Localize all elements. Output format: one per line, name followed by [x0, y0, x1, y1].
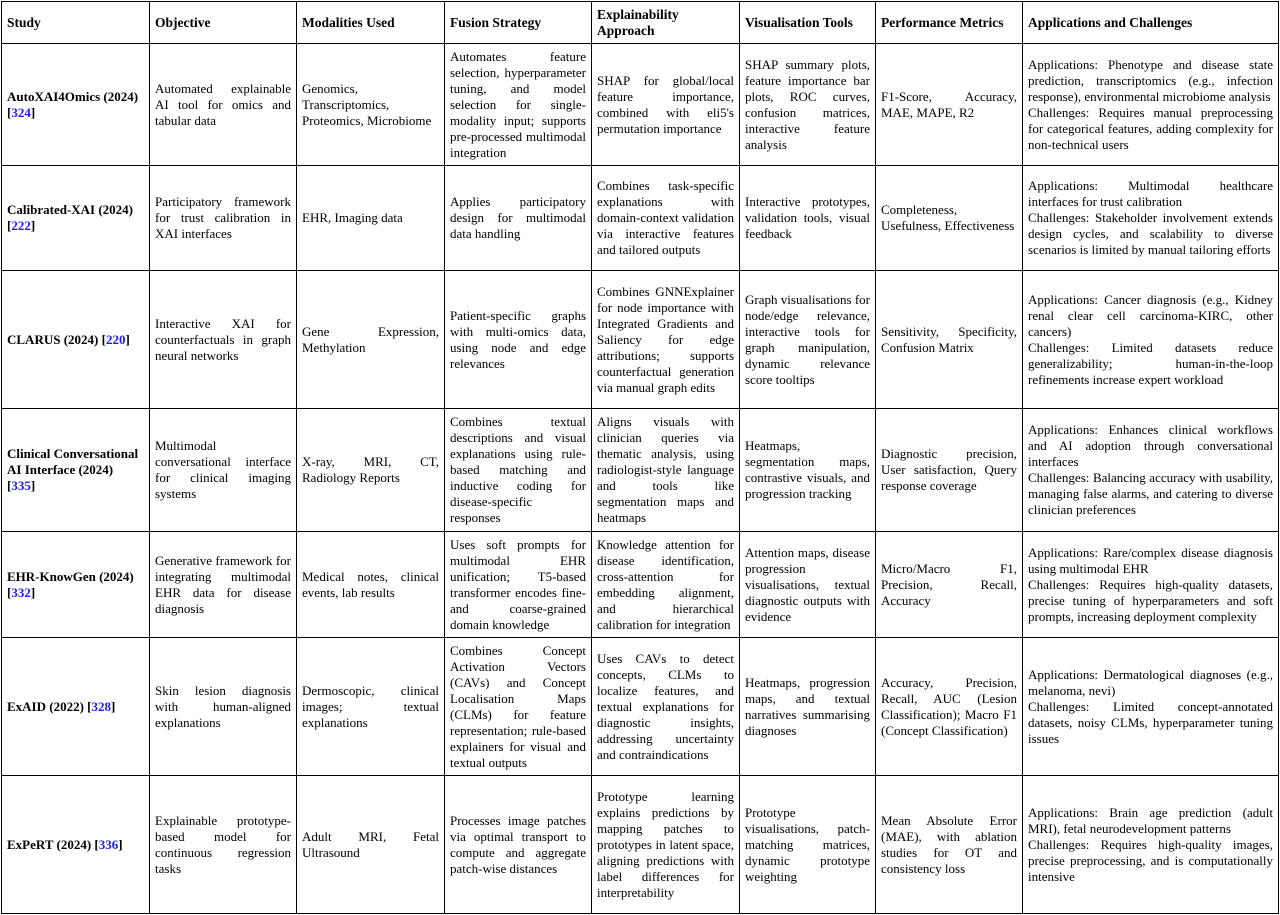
- metrics-cell: Mean Absolute Error (MAE), with ablation studies for OT and consistency loss: [876, 776, 1023, 914]
- header-fusion: Fusion Strategy: [445, 2, 592, 44]
- challenges-text: Challenges: Balancing accuracy with usability, managing false alarms, and catering to diverse clinician preferences: [1028, 470, 1273, 517]
- fusion-cell: Combines Concept Activation Vectors (CAVs) and Concept Localisation Maps (CLMs) for feature representation; rule-based explainers for visual and textual outputs: [445, 638, 592, 776]
- study-name: ExPeRT (2024) [: [7, 836, 99, 852]
- header-modalities: Modalities Used: [297, 2, 445, 44]
- study-cell: [2, 166, 150, 271]
- objective-cell: Automated explainable AI tool for omics and tabular data: [150, 44, 297, 166]
- metrics-cell: Micro/Macro F1, Precision, Recall, Accuracy: [876, 532, 1023, 638]
- citation-link[interactable]: 332: [11, 584, 31, 600]
- applications-cell: [1023, 638, 1279, 776]
- challenges-text: Challenges: Stakeholder involvement extends design cycles, and scalability to diverse scenarios is limited by manual tailoring efforts: [1028, 210, 1273, 257]
- table-row: [2, 409, 1279, 532]
- table-row: [2, 638, 1279, 776]
- study-name: EHR-KnowGen (2024) [: [7, 568, 134, 600]
- study-bracket: ]: [111, 698, 116, 714]
- modalities-cell: Gene Expression, Methylation: [297, 271, 445, 409]
- explainability-cell: Combines GNNExplainer for node importance with Integrated Gradients and Saliency for edge attributions; supports counterfactual generation via manual graph edits: [592, 271, 740, 409]
- study-name: Clinical Conversational AI Interface (2024) [: [7, 446, 139, 493]
- study-cell: [2, 638, 150, 776]
- study-bracket: ]: [118, 836, 123, 852]
- applications-text: Applications: Enhances clinical workflows and AI adoption through conversational interfaces: [1028, 422, 1273, 469]
- objective-cell: Explainable prototype-based model for continuous regression tasks: [150, 776, 297, 914]
- comparison-table: [1, 1, 1279, 914]
- metrics-cell: Accuracy, Precision, Recall, AUC (Lesion Classification); Macro F1 (Concept Classification): [876, 638, 1023, 776]
- challenges-text: Challenges: Limited concept-annotated datasets, noisy CLMs, hyperparameter tuning issues: [1028, 698, 1273, 746]
- fusion-cell: Processes image patches via optimal transport to compute and aggregate patch-wise distances: [445, 776, 592, 914]
- visualisation-cell: Attention maps, disease progression visualisations, textual diagnostic outputs with evidence: [740, 532, 876, 638]
- citation-link[interactable]: 220: [105, 331, 126, 347]
- applications-text: Applications: Brain age prediction (adult MRI), fetal neurodevelopment patterns: [1028, 804, 1273, 836]
- explainability-cell: Aligns visuals with clinician queries via thematic analysis, using radiologist-style language and tools like segmentation maps and heatmaps: [592, 409, 740, 532]
- table-row: [2, 166, 1279, 271]
- header-visualisation: Visualisation Tools: [740, 2, 876, 44]
- objective-cell: Generative framework for integrating multimodal EHR data for disease diagnosis: [150, 532, 297, 638]
- study-cell: [2, 409, 150, 532]
- citation-link[interactable]: 335: [11, 478, 31, 493]
- metrics-cell: Completeness, Usefulness, Effectiveness: [876, 166, 1023, 271]
- fusion-cell: Uses soft prompts for multimodal EHR unification; T5-based transformer encodes fine- and coarse-grained domain knowledge: [445, 532, 592, 638]
- header-objective: Objective: [150, 2, 297, 44]
- visualisation-cell: Heatmaps, progression maps, and textual narratives summarising diagnoses: [740, 638, 876, 776]
- study-name: Calibrated-XAI (2024) [: [7, 202, 134, 233]
- citation-link[interactable]: 324: [11, 104, 31, 120]
- visualisation-cell: Graph visualisations for node/edge relevance, interactive tools for graph manipulation, dynamic relevance score tooltips: [740, 271, 876, 409]
- challenges-text: Challenges: Requires high-quality images, precise preprocessing, and is computationally intensive: [1028, 836, 1273, 884]
- applications-cell: [1023, 271, 1279, 409]
- header-explainability: Explainability Approach: [592, 2, 740, 44]
- explainability-cell: Knowledge attention for disease identification, cross-attention for embedding alignment, and hierarchical calibration for integration: [592, 532, 740, 638]
- visualisation-cell: Heatmaps, segmentation maps, contrastive visuals, and progression tracking: [740, 409, 876, 532]
- header-row: [2, 2, 1279, 44]
- modalities-cell: X-ray, MRI, CT, Radiology Reports: [297, 409, 445, 532]
- visualisation-cell: Prototype visualisations, patch-matching matrices, dynamic prototype weighting: [740, 776, 876, 914]
- study-bracket: ]: [30, 104, 36, 120]
- study-name: CLARUS (2024) [: [7, 331, 106, 347]
- modalities-cell: Dermoscopic, clinical images; textual explanations: [297, 638, 445, 776]
- applications-cell: [1023, 44, 1279, 166]
- explainability-cell: Uses CAVs to detect concepts, CLMs to localize features, and textual explanations for diagnostic insights, addressing uncertainty and contraindications: [592, 638, 740, 776]
- fusion-cell: Applies participatory design for multimodal data handling: [445, 166, 592, 271]
- fusion-cell: Automates feature selection, hyperparameter tuning, and model selection for single-modality input; supports pre-processed multimodal integration: [445, 44, 592, 166]
- modalities-cell: Adult MRI, Fetal Ultrasound: [297, 776, 445, 914]
- fusion-cell: Patient-specific graphs with multi-omics data, using node and edge relevances: [445, 271, 592, 409]
- fusion-cell: Combines textual descriptions and visual explanations using rule-based matching and inductive coding for disease-specific responses: [445, 409, 592, 532]
- applications-text: Applications: Phenotype and disease state prediction, transcriptomics (e.g., infection response), environmental microbiome analysis: [1028, 56, 1273, 104]
- explainability-cell: Prototype learning explains predictions by mapping patches to prototypes in latent space, aligning predictions with label differences for interpretability: [592, 776, 740, 914]
- challenges-text: Challenges: Requires manual preprocessing for categorical features, adding complexity for non-technical users: [1028, 104, 1273, 152]
- applications-text: Applications: Multimodal healthcare interfaces for trust calibration: [1028, 178, 1273, 209]
- objective-cell: Multimodal conversational interface for clinical imaging systems: [150, 409, 297, 532]
- visualisation-cell: Interactive prototypes, validation tools, visual feedback: [740, 166, 876, 271]
- header-metrics: Performance Metrics: [876, 2, 1023, 44]
- objective-cell: Interactive XAI for counterfactuals in graph neural networks: [150, 271, 297, 409]
- modalities-cell: EHR, Imaging data: [297, 166, 445, 271]
- applications-cell: [1023, 166, 1279, 271]
- study-name: AutoXAI4Omics (2024) [: [7, 88, 139, 120]
- study-cell: [2, 532, 150, 638]
- header-applications: Applications and Challenges: [1023, 2, 1279, 44]
- applications-cell: [1023, 409, 1279, 532]
- study-cell: [2, 776, 150, 914]
- visualisation-cell: SHAP summary plots, feature importance bar plots, ROC curves, confusion matrices, interactive feature analysis: [740, 44, 876, 166]
- challenges-text: Challenges: Limited datasets reduce generalizability; human-in-the-loop refinements increase expert workload: [1028, 339, 1273, 387]
- explainability-cell: SHAP for global/local feature importance, combined with eli5's permutation importance: [592, 44, 740, 166]
- applications-text: Applications: Dermatological diagnoses (e.g., melanoma, nevi): [1028, 666, 1273, 698]
- objective-cell: Skin lesion diagnosis with human-aligned explanations: [150, 638, 297, 776]
- header-study: Study: [2, 2, 150, 44]
- study-cell: [2, 44, 150, 166]
- modalities-cell: Medical notes, clinical events, lab results: [297, 532, 445, 638]
- metrics-cell: Diagnostic precision, User satisfaction, Query response coverage: [876, 409, 1023, 532]
- applications-text: Applications: Rare/complex disease diagnosis using multimodal EHR: [1028, 544, 1273, 576]
- explainability-cell: Combines task-specific explanations with domain-context validation via interactive features and tailored outputs: [592, 166, 740, 271]
- citation-link[interactable]: 328: [91, 698, 111, 714]
- applications-cell: [1023, 776, 1279, 914]
- applications-text: Applications: Cancer diagnosis (e.g., Kidney renal clear cell carcinoma-KIRC, other cancers): [1028, 291, 1273, 339]
- table-row: [2, 776, 1279, 914]
- citation-link[interactable]: 222: [11, 218, 31, 233]
- table-row: [2, 271, 1279, 409]
- study-cell: [2, 271, 150, 409]
- modalities-cell: Genomics, Transcriptomics, Proteomics, Microbiome: [297, 44, 445, 166]
- metrics-cell: Sensitivity, Specificity, Confusion Matrix: [876, 271, 1023, 409]
- citation-link[interactable]: 336: [98, 836, 119, 852]
- metrics-cell: F1-Score, Accuracy, MAE, MAPE, R2: [876, 44, 1023, 166]
- table-body: [2, 44, 1279, 914]
- study-bracket: ]: [125, 331, 130, 347]
- objective-cell: Participatory framework for trust calibration in XAI interfaces: [150, 166, 297, 271]
- study-bracket: ]: [30, 478, 36, 493]
- table-row: [2, 532, 1279, 638]
- table-row: [2, 44, 1279, 166]
- applications-cell: [1023, 532, 1279, 638]
- challenges-text: Challenges: Requires high-quality datasets, precise tuning of hyperparameters and soft prompts, increasing deployment complexity: [1028, 576, 1273, 624]
- study-bracket: ]: [30, 584, 36, 600]
- study-bracket: ]: [30, 218, 36, 233]
- study-name: ExAID (2022) [: [7, 698, 92, 714]
